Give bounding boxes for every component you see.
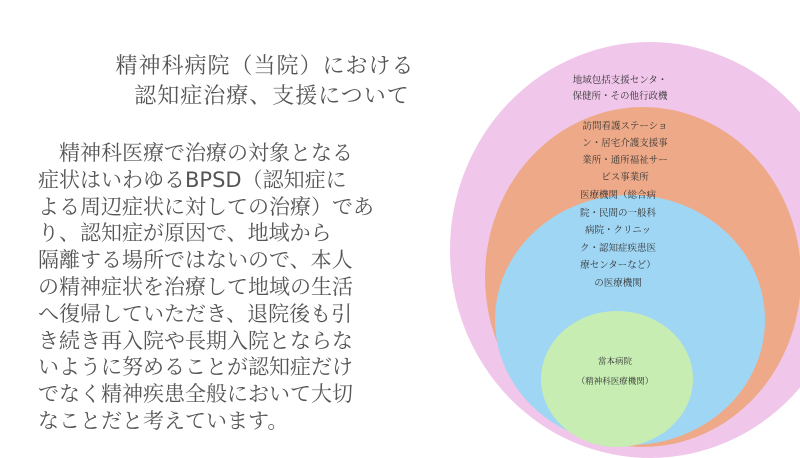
blue-label-line: の医療機関: [594, 277, 642, 289]
blue-label-line: 療センターなど）: [580, 260, 656, 271]
body-paragraph: [38, 140, 390, 435]
title-line-2: 認知症治療、支援について: [134, 84, 410, 109]
green-label-line: （精神科医療機関）: [576, 377, 654, 387]
body-line: よる周辺症状に対しての治療）であ: [38, 194, 374, 219]
orange-label-line: 訪問看護ステーショ: [582, 121, 668, 132]
green-label-line: 當本病院: [597, 357, 632, 367]
blue-label-line: 院・民間の一般科: [579, 207, 656, 219]
body-line: いように努めることが認知症だけ: [38, 355, 353, 380]
body-line: 精神科医療で治療の対象となる: [59, 141, 353, 165]
outer-label-line: 地域包括支援センタ・: [572, 75, 668, 86]
body-line: き続き再入院や長期入院とならな: [38, 328, 353, 353]
orange-label-line: 業所・通所福祉サー: [582, 155, 668, 166]
orange-label-line: ン・居宅介護支援事: [582, 138, 668, 149]
blue-label-line: 病院・クリニッ: [585, 225, 651, 236]
blue-label-line: ク・認知症疾患医: [579, 242, 656, 254]
green-circle-label: [565, 352, 665, 392]
outer-circle-label: [560, 73, 680, 105]
body-line: でなく精神疾患全般において大切: [38, 382, 353, 407]
body-line: なことだと考えています。: [38, 408, 289, 433]
title-line-1: 精神科病院（当院）における: [115, 54, 415, 79]
orange-label-line: ビス事業所: [601, 172, 649, 183]
slide-title: [95, 52, 435, 112]
body-line: り、認知症が原因で、地域から: [38, 221, 332, 246]
body-line: へ復帰していただき、退院後も引: [38, 301, 353, 326]
blue-circle-label: [560, 187, 676, 292]
body-line: 隔離する場所ではないので、本人: [38, 248, 353, 273]
outer-label-line: 保健所・その他行政機: [572, 91, 668, 102]
body-line: の精神症状を治療して地域の生活: [38, 274, 353, 299]
blue-label-line: 医療機関（総合病: [579, 190, 656, 201]
body-line: 症状はいわゆるBPSD（認知症に: [38, 167, 347, 192]
orange-circle-label: [560, 118, 690, 186]
